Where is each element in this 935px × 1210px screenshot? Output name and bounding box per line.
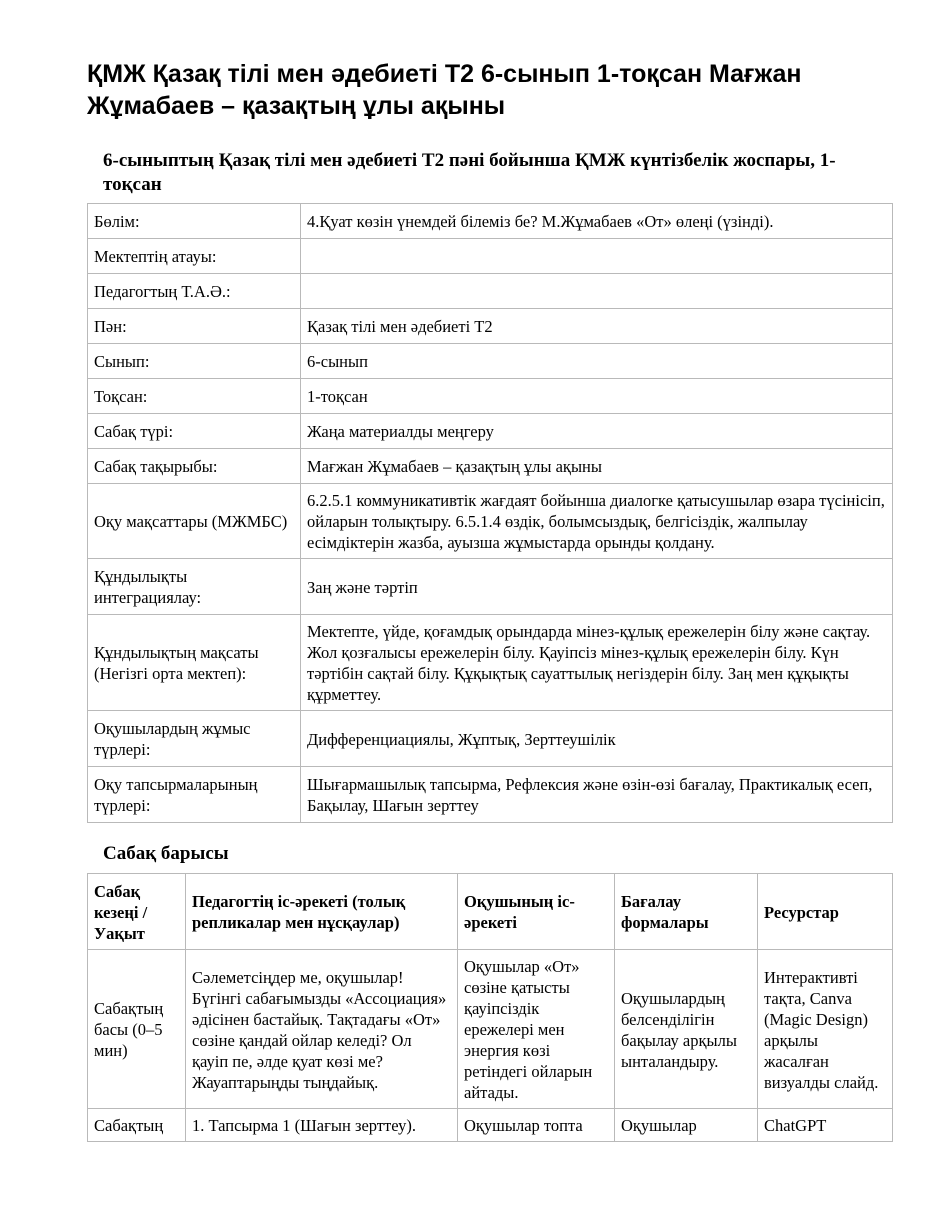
info-value: 6.2.5.1 коммуникативтік жағдаят бойынша диалогке қатысушылар өзара түсінісіп, ойларын толықтыру. 6.5.1.4 өздік, болымсыздық, белгісіздік, жалпылау есімдіктерін жазба, ауызша жұмыстарда орынды қолдану.: [301, 484, 893, 559]
info-value: 4.Қуат көзін үнемдей білеміз бе? М.Жұмабаев «От» өлеңі (үзінді).: [301, 204, 893, 239]
column-header: Бағалау формалары: [615, 874, 758, 950]
student-cell: Оқушылар «От» сөзіне қатысты қауіпсіздік ережелері мен энергия көзі ретіндегі ойларын айтады.: [458, 950, 615, 1109]
info-value: 6-сынып: [301, 344, 893, 379]
info-value: [301, 274, 893, 309]
info-label: Мектептің атауы:: [88, 239, 301, 274]
assessment-cell: Оқушылар: [615, 1109, 758, 1142]
info-value: Мағжан Жұмабаев – қазақтың ұлы ақыны: [301, 449, 893, 484]
info-label: Педагогтың Т.А.Ә.:: [88, 274, 301, 309]
info-row: [88, 559, 893, 615]
resources-cell: Интерактивті тақта, Canva (Magic Design) арқылы жасалған визуалды слайд.: [758, 950, 893, 1109]
info-table: [87, 203, 893, 823]
column-header: Сабақ кезеңі / Уақыт: [88, 874, 186, 950]
info-label: Тоқсан:: [88, 379, 301, 414]
info-label: Оқушылардың жұмыс түрлері:: [88, 711, 301, 767]
info-label: Құндылықты интеграциялау:: [88, 559, 301, 615]
info-row: [88, 767, 893, 823]
column-header: Педагогтің іс-әрекеті (толық репликалар мен нұсқаулар): [186, 874, 458, 950]
info-value: Дифференциациялы, Жұптық, Зерттеушілік: [301, 711, 893, 767]
info-label: Сабақ түрі:: [88, 414, 301, 449]
info-row: [88, 379, 893, 414]
info-value: [301, 239, 893, 274]
plan-heading: 6-сыныптың Қазақ тілі мен әдебиеті Т2 пәні бойынша ҚМЖ күнтізбелік жоспары, 1-тоқсан: [103, 150, 836, 195]
info-label: Құндылықтың мақсаты (Негізгі орта мектеп):: [88, 615, 301, 711]
info-row: [88, 344, 893, 379]
stage-cell: Сабақтың: [88, 1109, 186, 1142]
lesson-header-row: [88, 874, 893, 950]
info-row: [88, 274, 893, 309]
info-row: [88, 239, 893, 274]
info-row: [88, 615, 893, 711]
info-row: [88, 204, 893, 239]
info-row: [88, 309, 893, 344]
info-value: 1-тоқсан: [301, 379, 893, 414]
info-label: Сабақ тақырыбы:: [88, 449, 301, 484]
info-row: [88, 484, 893, 559]
info-row: [88, 449, 893, 484]
info-label: Бөлім:: [88, 204, 301, 239]
info-row: [88, 414, 893, 449]
teacher-cell: 1. Тапсырма 1 (Шағын зерттеу).: [186, 1109, 458, 1142]
info-label: Пән:: [88, 309, 301, 344]
column-header: Ресурстар: [758, 874, 893, 950]
info-value: Заң және тәртіп: [301, 559, 893, 615]
lesson-row: [88, 950, 893, 1109]
stage-cell: Сабақтың басы (0–5 мин): [88, 950, 186, 1109]
info-value: Шығармашылық тапсырма, Рефлексия және өзін-өзі бағалау, Практикалық есеп, Бақылау, Шағын зерттеу: [301, 767, 893, 823]
info-label: Оқу мақсаттары (МЖМБС): [88, 484, 301, 559]
lesson-heading: Сабақ барысы: [103, 843, 229, 864]
student-cell: Оқушылар топта: [458, 1109, 615, 1142]
info-value: Қазақ тілі мен әдебиеті Т2: [301, 309, 893, 344]
info-label: Сынып:: [88, 344, 301, 379]
info-label: Оқу тапсырмаларының түрлері:: [88, 767, 301, 823]
page-title: ҚМЖ Қазақ тілі мен әдебиеті Т2 6-сынып 1-тоқсан Мағжан Жұмабаев – қазақтың ұлы ақыны: [87, 60, 802, 120]
info-row: [88, 711, 893, 767]
assessment-cell: Оқушылардың белсенділігін бақылау арқылы ынталандыру.: [615, 950, 758, 1109]
column-header: Оқушының іс-әрекеті: [458, 874, 615, 950]
info-value: Жаңа материалды меңгеру: [301, 414, 893, 449]
teacher-cell: Сәлеметсіңдер ме, оқушылар! Бүгінгі сабағымызды «Ассоциация» әдісінен бастайық. Тақтадағы «От» сөзіне қандай ойлар келеді? Ол қауіп пе, әлде қуат көзі ме? Жауаптарыңды тыңдайық.: [186, 950, 458, 1109]
lesson-table: [87, 873, 893, 1142]
resources-cell: ChatGPT: [758, 1109, 893, 1142]
info-value: Мектепте, үйде, қоғамдық орындарда мінез-құлық ережелерін білу және сақтау. Жол қозғалысы ережелерін білу. Қауіпсіз мінез-құлық ережелерін білу. Күн тәртібін сақтай білу. Құқықтық сауаттылық негіздерін білу. Заң мен құқықты құрметтеу.: [301, 615, 893, 711]
lesson-row: [88, 1109, 893, 1142]
